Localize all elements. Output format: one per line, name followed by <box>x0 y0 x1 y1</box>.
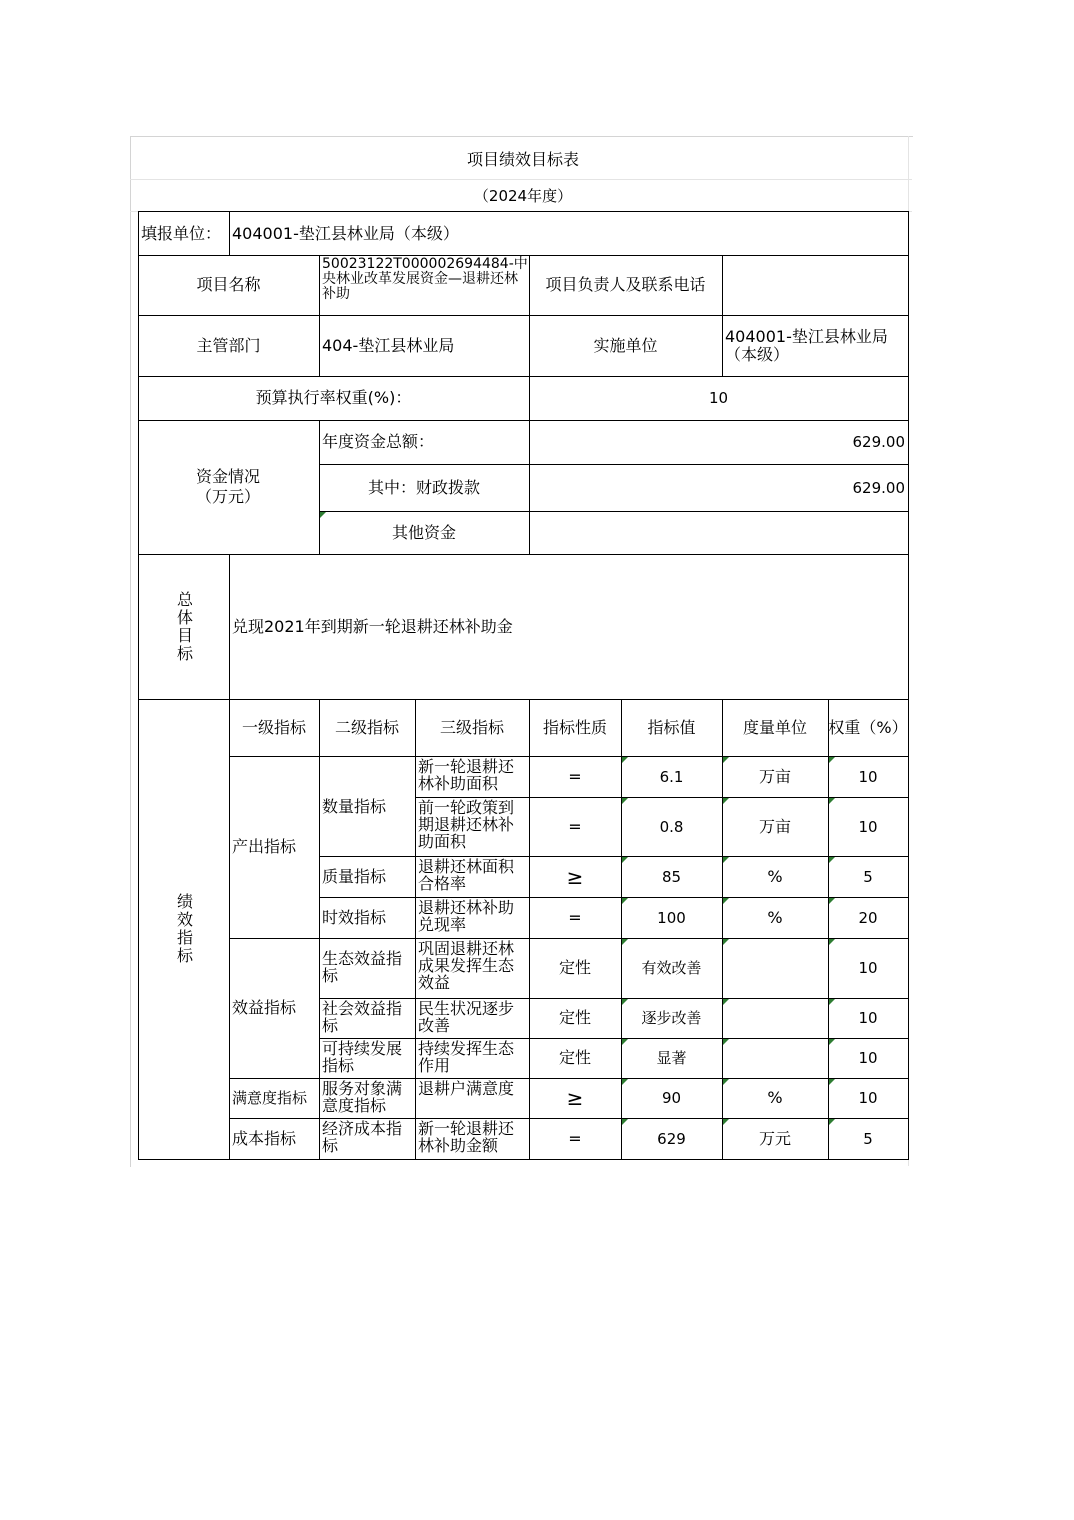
cell-marker <box>723 898 729 904</box>
table-border <box>319 1038 909 1039</box>
cell-marker <box>829 1039 835 1045</box>
value-cell: 逐步改善 <box>641 1009 702 1027</box>
cell-marker <box>622 999 628 1005</box>
cell-marker <box>829 939 835 945</box>
weight-cell: 10 <box>858 1009 878 1027</box>
level2-sustainable: 可持续发展指标 <box>322 1039 403 1075</box>
impl-label: 实施单位 <box>593 335 658 355</box>
table-border <box>529 255 530 554</box>
unit-cell: 万亩 <box>758 816 791 836</box>
header-level2: 二级指标 <box>334 717 399 737</box>
project-name-value: 50023122T000002694484-中央林业改革发展资金—退耕还林补助 <box>322 256 528 302</box>
table-border <box>319 998 909 999</box>
table-border <box>229 211 230 255</box>
weight-cell: 10 <box>858 767 878 786</box>
funds-total-value: 629.00 <box>852 433 905 451</box>
cell-marker <box>829 757 835 763</box>
cell-marker <box>622 1039 628 1045</box>
unit-value: 404001-垫江县林业局（本级） <box>232 224 459 243</box>
level2-social: 社会效益指标 <box>322 999 403 1035</box>
header-nature: 指标性质 <box>542 717 607 737</box>
header-value: 指标值 <box>647 717 696 737</box>
table-border <box>319 699 320 1159</box>
level3-cell: 新一轮退耕还林补助金额 <box>418 1119 515 1155</box>
level2-ecological: 生态效益指标 <box>322 949 403 985</box>
table-border <box>319 255 320 376</box>
nature-cell: = <box>568 1128 582 1148</box>
nature-cell: 定性 <box>558 1048 591 1067</box>
level3-cell: 新一轮退耕还林补助面积 <box>418 757 515 793</box>
unit-cell: 万亩 <box>758 766 791 786</box>
page-title: 项目绩效目标表 <box>466 150 579 169</box>
weight-cell: 5 <box>863 1129 873 1148</box>
cell-marker <box>622 857 628 863</box>
level3-cell: 民生状况逐步改善 <box>418 999 515 1035</box>
funds-fiscal-value: 629.00 <box>852 478 905 497</box>
table-border <box>319 856 909 857</box>
unit-cell <box>722 998 828 1038</box>
table-border <box>229 1078 909 1079</box>
table-border <box>415 797 909 798</box>
value-cell: 629 <box>657 1129 686 1148</box>
table-border <box>722 699 723 1159</box>
nature-cell: 定性 <box>558 1008 591 1027</box>
table-border <box>138 315 909 316</box>
header-level3: 三级指标 <box>439 717 504 737</box>
cell-marker <box>622 1079 628 1085</box>
nature-cell: ≥ <box>566 1086 584 1110</box>
funds-label: 资金情况（万元） <box>195 467 260 506</box>
gridline <box>130 179 912 180</box>
cell-marker <box>723 999 729 1005</box>
unit-cell <box>722 1038 828 1078</box>
level3-cell: 持续发挥生态作用 <box>418 1039 515 1075</box>
budget-weight-label: 预算执行率权重(%)： <box>255 388 412 407</box>
cell-marker <box>320 512 326 518</box>
cell-marker <box>723 1039 729 1045</box>
cell-marker <box>829 898 835 904</box>
table-border <box>138 376 909 377</box>
weight-cell: 10 <box>858 959 878 977</box>
level3-cell: 退耕还林补助兑现率 <box>418 898 515 934</box>
cell-marker <box>829 1119 835 1125</box>
dept-label: 主管部门 <box>196 335 261 355</box>
nature-cell: ≥ <box>566 864 584 889</box>
year-label: （2024年度） <box>473 187 573 205</box>
table-border <box>319 511 909 512</box>
goal-text: 兑现2021年到期新一轮退耕还林补助金 <box>232 616 513 636</box>
level1-benefit: 效益指标 <box>232 998 297 1017</box>
cell-marker <box>622 757 628 763</box>
table-border <box>138 1159 909 1160</box>
table-border <box>319 897 909 898</box>
cell-marker <box>622 1119 628 1125</box>
level1-satisfaction: 满意度指标 <box>232 1089 308 1107</box>
perf-label-text: 绩效指标 <box>174 893 194 965</box>
unit-cell: 万元 <box>758 1128 791 1148</box>
impl-value: 404001-垫江县林业局（本级） <box>725 326 888 364</box>
owner-label: 项目负责人及联系电话 <box>545 275 706 294</box>
table-border <box>319 464 909 465</box>
level3-cell: 巩固退耕还林成果发挥生态效益 <box>418 939 515 992</box>
table-border <box>529 699 530 1159</box>
level2-quality: 质量指标 <box>322 866 387 886</box>
cell-marker <box>723 857 729 863</box>
weight-cell: 10 <box>858 1089 878 1107</box>
value-cell: 100 <box>657 908 686 927</box>
dept-value: 404-垫江县林业局 <box>322 335 455 355</box>
level2-service-satisfaction: 服务对象满意度指标 <box>322 1079 403 1115</box>
cell-marker <box>723 798 729 804</box>
table-border <box>138 211 139 1159</box>
level2-economic-cost: 经济成本指标 <box>322 1119 403 1155</box>
level1-output: 产出指标 <box>232 837 297 856</box>
cell-marker <box>723 757 729 763</box>
goal-label-text: 总体目标 <box>174 590 194 663</box>
value-cell: 0.8 <box>659 817 684 836</box>
perf-label <box>138 699 229 1159</box>
unit-cell <box>722 938 828 998</box>
value-cell: 显著 <box>656 1049 687 1067</box>
weight-cell: 10 <box>858 1049 878 1067</box>
budget-weight-value: 10 <box>708 389 729 407</box>
weight-cell: 5 <box>863 867 873 886</box>
weight-cell: 10 <box>858 817 878 836</box>
table-border <box>229 756 909 757</box>
table-border <box>229 1118 909 1119</box>
nature-cell: = <box>568 907 582 927</box>
cell-marker <box>723 1079 729 1085</box>
nature-cell: = <box>568 766 582 786</box>
weight-cell: 20 <box>858 908 878 927</box>
unit-cell: % <box>767 866 783 886</box>
project-name-label: 项目名称 <box>196 275 261 294</box>
table-border <box>229 938 909 939</box>
cell-marker <box>829 1079 835 1085</box>
level2-timeliness: 时效指标 <box>322 907 387 927</box>
table-border <box>138 420 909 421</box>
cell-marker <box>622 798 628 804</box>
table-border <box>621 699 622 1159</box>
cell-marker <box>723 939 729 945</box>
value-cell: 6.1 <box>659 767 684 786</box>
cell-marker <box>829 857 835 863</box>
level3-cell: 退耕户满意度 <box>418 1079 515 1098</box>
table-border <box>415 699 416 1159</box>
level2-quantity: 数量指标 <box>322 797 387 816</box>
nature-cell: = <box>568 816 582 836</box>
unit-label: 填报单位： <box>141 224 222 243</box>
table-border <box>138 211 909 212</box>
nature-cell: 定性 <box>558 958 591 977</box>
cell-marker <box>829 798 835 804</box>
cell-marker <box>723 1119 729 1125</box>
header-weight: 权重（%） <box>828 717 908 737</box>
table-border <box>828 699 829 1159</box>
cell-marker <box>829 999 835 1005</box>
header-unit: 度量单位 <box>742 717 807 737</box>
header-level1: 一级指标 <box>241 717 306 737</box>
funds-other-label: 其他资金 <box>391 522 456 542</box>
table-border <box>138 255 909 256</box>
cell-marker <box>622 939 628 945</box>
table-border <box>319 420 320 554</box>
funds-total-label: 年度资金总额： <box>322 432 435 451</box>
table-border <box>138 554 909 555</box>
table-border <box>138 699 909 700</box>
unit-cell: % <box>767 907 783 927</box>
unit-cell: % <box>767 1088 783 1107</box>
level3-cell: 前一轮政策到期退耕还林补助面积 <box>418 798 515 851</box>
value-cell: 有效改善 <box>641 959 702 977</box>
funds-other-value <box>529 511 908 554</box>
goal-label <box>138 554 229 699</box>
table-border <box>722 255 723 376</box>
owner-value <box>722 255 908 315</box>
funds-fiscal-label: 其中：财政拨款 <box>367 477 480 497</box>
level1-cost: 成本指标 <box>232 1128 297 1148</box>
table-border <box>229 554 230 1159</box>
level3-cell: 退耕还林面积合格率 <box>418 857 515 893</box>
value-cell: 85 <box>661 867 682 886</box>
cell-marker <box>622 898 628 904</box>
table-border <box>908 211 909 1159</box>
value-cell: 90 <box>661 1089 682 1107</box>
